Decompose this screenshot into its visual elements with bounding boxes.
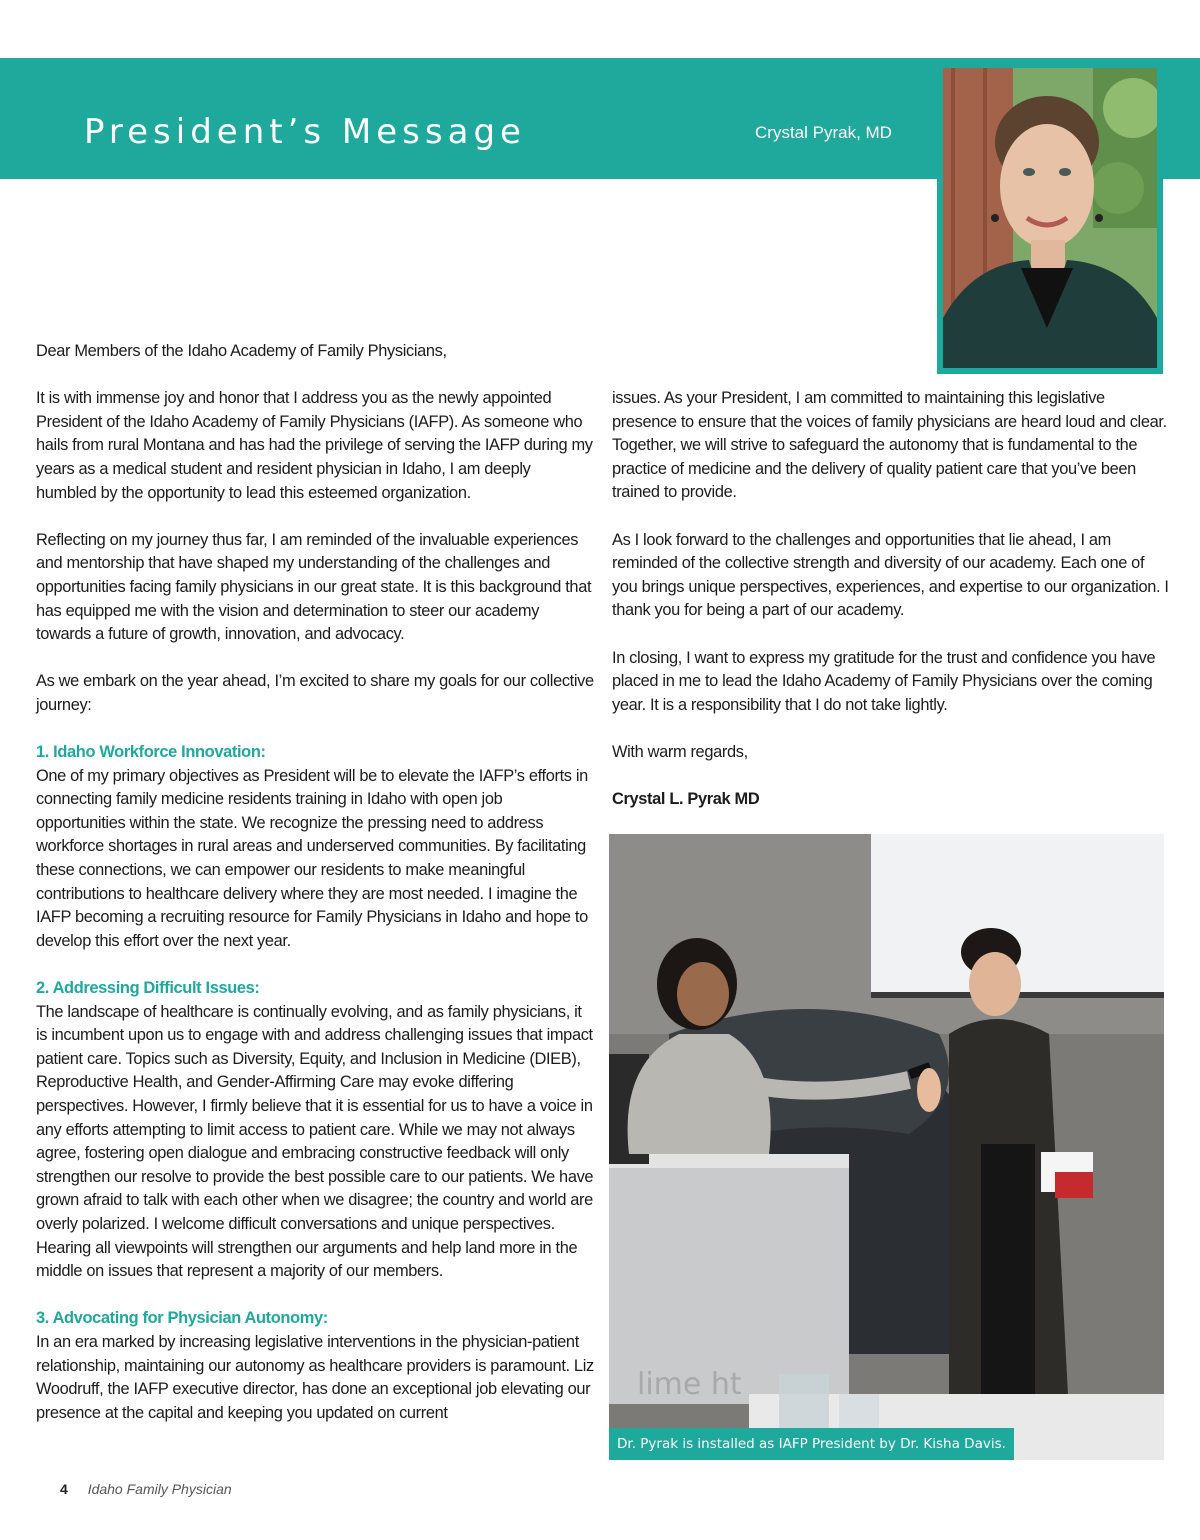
goal-text-3-continued: issues. As your President, I am committed to maintaining this legislative presence to ensure that the voices of family physicians are heard loud and clear. Together, we will strive to safeguard the autonomy that is fundamental to the practice of medicine and the delivery of quality patient care that you’ve been trained to provide. [612, 389, 1167, 502]
author-name: Crystal Pyrak, MD [755, 123, 892, 142]
goal-text-1: One of my primary objectives as President will be to elevate the IAFP’s efforts in connecting family medicine residents training in Idaho with open job opportunities within the state. We recognize the pressing need to address workforce shortages in rural areas and underserved communities. By facilitating these connections, we can empower our residents to make meaningful contributions to healthcare delivery where they are most needed. I imagine the IAFP becoming a recruiting resource for Family Physicians in Idaho and hope to develop this effort over the next year. [36, 766, 588, 950]
paragraph-intro: It is with immense joy and honor that I address you as the newly appointed President of the Idaho Academy of Family Physicians (IAFP). As someone who hails from rural Montana and has had the privilege of serving the IAFP during my years as a medical student and resident physician in Idaho, I am deeply humbled by the opportunity to lead this esteemed organization. [36, 389, 593, 502]
goal-heading-2: 2. Addressing Difficult Issues: [36, 979, 260, 998]
installation-photo [609, 834, 1164, 1460]
author-portrait [937, 62, 1163, 374]
page-number: 4 [60, 1481, 68, 1497]
greeting: Dear Members of the Idaho Academy of Family Physicians, [36, 342, 447, 360]
installation-photo-image [609, 834, 1164, 1460]
paragraph-reflect: Reflecting on my journey thus far, I am reminded of the invaluable experiences and mentorship that have shaped my understanding of the challenges and opportunities facing family physicians in our great state. It is this background that has equipped me with the vision and determination to steer our academy towards a future of growth, innovation, and advocacy. [36, 530, 592, 644]
goal-text-3: In an era marked by increasing legislative interventions in the physician-patient relationship, maintaining our autonomy as healthcare providers is paramount. Liz Woodruff, the IAFP executive director, has done an exceptional job elevating our presence at the capital and keeping you updated on current [36, 1332, 594, 1422]
page-footer [60, 1481, 232, 1497]
paragraph-forward: As I look forward to the challenges and opportunities that lie ahead, I am reminded of the collective strength and diversity of our academy. Each one of you brings unique perspectives, experiences, and expertise to our organization. I thank you for being a part of our academy. [612, 530, 1169, 620]
paragraph-goals-intro: As we embark on the year ahead, I’m excited to share my goals for our collective journey: [36, 672, 594, 714]
letter-column-left [36, 340, 594, 1449]
signature: Crystal L. Pyrak MD [612, 790, 760, 809]
regards: With warm regards, [612, 742, 748, 761]
goal-heading-3: 3. Advocating for Physician Autonomy: [36, 1309, 328, 1328]
paragraph-closing: In closing, I want to express my gratitude for the trust and confidence you have placed in me to lead the Idaho Academy of Family Physicians over the coming year. It is a responsibility that I do not take lightly. [612, 648, 1156, 714]
photo-caption: Dr. Pyrak is installed as IAFP President by Dr. Kisha Davis. [609, 1428, 1014, 1460]
goal-heading-1: 1. Idaho Workforce Innovation: [36, 743, 266, 762]
portrait-image [943, 68, 1157, 368]
magazine-name: Idaho Family Physician [87, 1481, 232, 1497]
letter-column-right [612, 387, 1170, 812]
venue-sign-text: lime ht [637, 1367, 742, 1402]
goal-text-2: The landscape of healthcare is continually evolving, and as family physicians, it is incumbent upon us to engage with and address challenging issues that impact patient care. Topics such as Diversity, Equity, and Inclusion in Medicine (DIEB), Reproductive Health, and Gender-Affirming Care may evoke differing perspectives. However, I firmly believe that it is essential for us to have a voice in any efforts attempting to limit access to patient care. While we may not always agree, fostering open dialogue and embracing constructive feedback will only strengthen our resolve to provide the best possible care to our patients. We have grown afraid to talk with each other when we disagree; the country and world are overly polarized. I welcome difficult conversations and unique perspectives. Hearing all viewpoints will strengthen our arguments and help land more in the middle on issues that represent a majority of our members. [36, 1002, 594, 1281]
page-title: President’s Message [84, 112, 526, 152]
